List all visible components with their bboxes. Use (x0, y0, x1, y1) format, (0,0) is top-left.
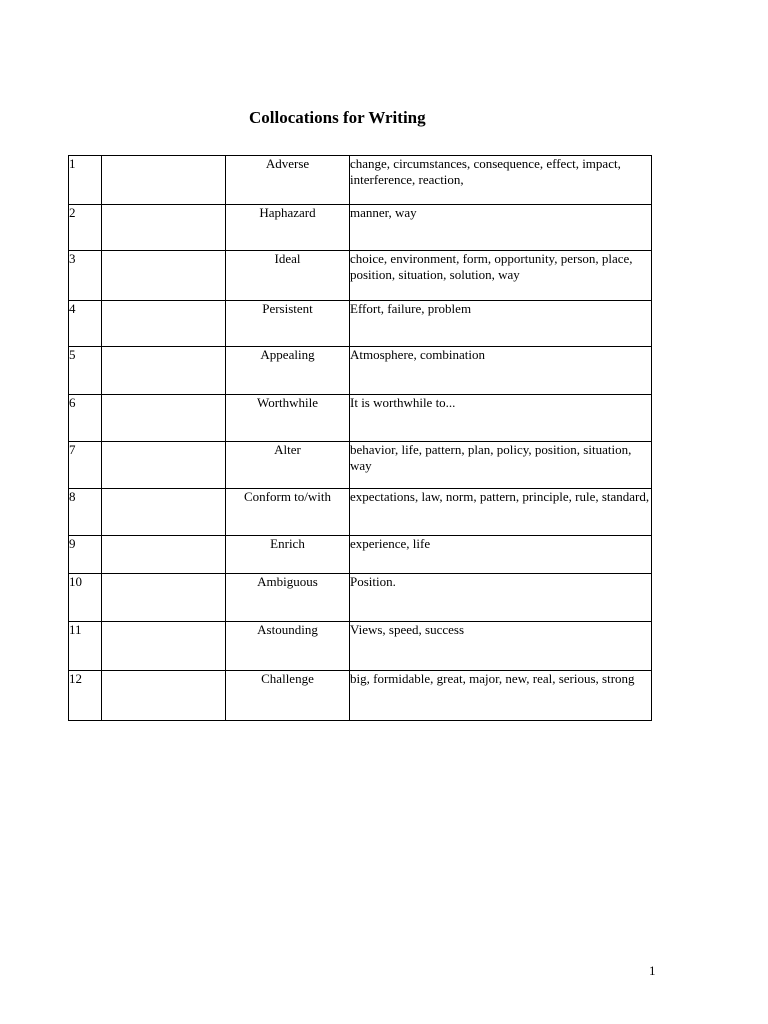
keyword-cell: Ideal (226, 251, 350, 301)
blank-cell (102, 622, 226, 671)
table-row (69, 205, 652, 251)
row-number: 11 (69, 622, 102, 671)
table-row (69, 347, 652, 395)
keyword-cell: Ambiguous (226, 574, 350, 622)
collocations-cell: big, formidable, great, major, new, real, serious, strong (350, 671, 652, 721)
blank-cell (102, 301, 226, 347)
collocations-cell: change, circumstances, consequence, effect, impact, interference, reaction, (350, 156, 652, 205)
keyword-cell: Astounding (226, 622, 350, 671)
keyword-cell: Enrich (226, 536, 350, 574)
blank-cell (102, 251, 226, 301)
blank-cell (102, 574, 226, 622)
keyword-cell: Appealing (226, 347, 350, 395)
row-number: 5 (69, 347, 102, 395)
keyword-cell: Worthwhile (226, 395, 350, 442)
keyword-cell: Conform to/with (226, 489, 350, 536)
blank-cell (102, 395, 226, 442)
blank-cell (102, 536, 226, 574)
table-row (69, 156, 652, 205)
row-number: 12 (69, 671, 102, 721)
row-number: 1 (69, 156, 102, 205)
table-row (69, 574, 652, 622)
keyword-cell: Persistent (226, 301, 350, 347)
collocations-cell: It is worthwhile to... (350, 395, 652, 442)
collocations-cell: Position. (350, 574, 652, 622)
table-row (69, 251, 652, 301)
row-number: 7 (69, 442, 102, 489)
collocations-cell: experience, life (350, 536, 652, 574)
table-row (69, 395, 652, 442)
collocations-cell: manner, way (350, 205, 652, 251)
collocations-table (68, 155, 652, 721)
keyword-cell: Haphazard (226, 205, 350, 251)
row-number: 4 (69, 301, 102, 347)
keyword-cell: Challenge (226, 671, 350, 721)
blank-cell (102, 347, 226, 395)
keyword-cell: Alter (226, 442, 350, 489)
row-number: 8 (69, 489, 102, 536)
blank-cell (102, 671, 226, 721)
keyword-cell: Adverse (226, 156, 350, 205)
table-row (69, 671, 652, 721)
blank-cell (102, 489, 226, 536)
row-number: 9 (69, 536, 102, 574)
collocations-cell: Views, speed, success (350, 622, 652, 671)
collocations-cell: Effort, failure, problem (350, 301, 652, 347)
collocations-cell: behavior, life, pattern, plan, policy, position, situation, way (350, 442, 652, 489)
blank-cell (102, 156, 226, 205)
table-row (69, 489, 652, 536)
collocations-cell: expectations, law, norm, pattern, principle, rule, standard, (350, 489, 652, 536)
table-row (69, 442, 652, 489)
page-number: 1 (649, 963, 656, 978)
blank-cell (102, 205, 226, 251)
collocations-cell: Atmosphere, combination (350, 347, 652, 395)
row-number: 10 (69, 574, 102, 622)
row-number: 2 (69, 205, 102, 251)
table-row (69, 301, 652, 347)
table-row (69, 536, 652, 574)
collocations-cell: choice, environment, form, opportunity, person, place, position, situation, solution, way (350, 251, 652, 301)
blank-cell (102, 442, 226, 489)
row-number: 3 (69, 251, 102, 301)
row-number: 6 (69, 395, 102, 442)
table-row (69, 622, 652, 671)
document-title: Collocations for Writing (249, 108, 426, 127)
